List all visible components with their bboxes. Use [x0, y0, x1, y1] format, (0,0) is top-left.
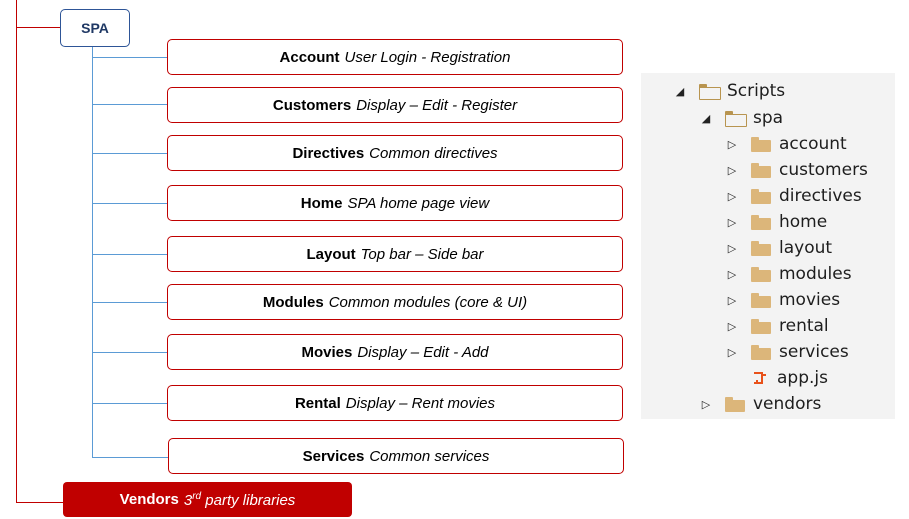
js-file-icon — [751, 369, 769, 387]
collapsed-arrow-icon[interactable]: ▷ — [727, 241, 737, 255]
tree-label: vendors — [753, 394, 822, 414]
folder-icon — [751, 215, 771, 230]
spa-connector — [16, 27, 60, 28]
tree-label: rental — [779, 316, 829, 336]
branch-connector-account — [92, 57, 167, 58]
module-node-layout — [167, 236, 623, 272]
branch-connector-layout — [92, 254, 167, 255]
module-name: Directives — [292, 144, 365, 162]
collapsed-arrow-icon[interactable]: ▷ — [727, 319, 737, 333]
spa-node — [60, 9, 130, 47]
folder-tree-panel — [641, 73, 895, 419]
folder-icon — [751, 137, 771, 152]
module-name: Services — [302, 447, 365, 465]
vendors-name: Vendors — [119, 491, 179, 508]
collapsed-arrow-icon[interactable]: ▷ — [727, 189, 737, 203]
module-name: Rental — [294, 394, 341, 412]
tree-item-layout[interactable] — [725, 235, 832, 261]
module-node-directives — [167, 135, 623, 171]
module-name: Account — [279, 48, 340, 66]
tree-item-directives[interactable] — [725, 183, 862, 209]
tree-item-scripts[interactable] — [673, 78, 785, 104]
branch-connector-movies — [92, 352, 167, 353]
module-node-movies — [167, 334, 623, 370]
module-desc: Display – Rent movies — [345, 394, 496, 412]
vendors-ordinal-suffix: rd — [192, 490, 202, 502]
tree-label: app.js — [777, 368, 828, 388]
module-node-rental — [167, 385, 623, 421]
module-name: Movies — [301, 343, 353, 361]
module-node-modules — [167, 284, 623, 320]
module-desc: Common directives — [369, 144, 498, 162]
expanded-arrow-icon[interactable]: ◢ — [701, 111, 711, 125]
tree-label: movies — [779, 290, 841, 310]
root-connector-vertical — [16, 0, 17, 503]
tree-label: services — [779, 342, 849, 362]
collapsed-arrow-icon[interactable]: ▷ — [727, 137, 737, 151]
tree-label: Scripts — [727, 81, 786, 101]
tree-label: account — [779, 134, 847, 154]
tree-item-customers[interactable] — [725, 157, 868, 183]
module-node-account — [167, 39, 623, 75]
expanded-arrow-icon[interactable]: ◢ — [675, 84, 685, 98]
collapsed-arrow-icon[interactable]: ▷ — [727, 293, 737, 307]
collapsed-arrow-icon[interactable]: ▷ — [727, 267, 737, 281]
module-desc: User Login - Registration — [344, 48, 511, 66]
branch-connector-customers — [92, 104, 167, 105]
module-desc: Common modules (core & UI) — [328, 293, 528, 311]
module-desc: Display – Edit - Add — [357, 343, 489, 361]
module-desc: Common services — [369, 447, 490, 465]
tree-label: layout — [779, 238, 833, 258]
folder-icon — [751, 319, 771, 334]
module-name: Customers — [272, 96, 352, 114]
spa-branch-vertical — [92, 47, 93, 458]
tree-item-home[interactable] — [725, 209, 827, 235]
vendors-desc-text: party libraries — [205, 491, 296, 509]
folder-icon — [751, 345, 771, 360]
open-folder-icon — [699, 84, 719, 99]
folder-icon — [751, 189, 771, 204]
module-desc: SPA home page view — [347, 194, 490, 212]
tree-item-vendors[interactable] — [699, 391, 821, 417]
folder-icon — [751, 163, 771, 178]
module-node-customers — [167, 87, 623, 123]
tree-label: spa — [753, 108, 784, 128]
module-desc: Display – Edit - Register — [356, 96, 518, 114]
vendors-node — [63, 482, 352, 517]
tree-item-account[interactable] — [725, 131, 847, 157]
tree-label: directives — [779, 186, 862, 206]
module-name: Modules — [262, 293, 324, 311]
module-name: Layout — [306, 245, 356, 263]
vendors-desc — [184, 491, 295, 509]
branch-connector-rental — [92, 403, 167, 404]
open-folder-icon — [725, 111, 745, 126]
tree-item-modules[interactable] — [725, 261, 852, 287]
branch-connector-modules — [92, 302, 167, 303]
vendors-ordinal-number: 3 — [183, 491, 193, 509]
tree-item-app-js[interactable] — [751, 365, 828, 391]
branch-connector-home — [92, 203, 167, 204]
module-node-home — [167, 185, 623, 221]
folder-icon — [751, 241, 771, 256]
tree-item-services[interactable] — [725, 339, 849, 365]
collapsed-arrow-icon[interactable]: ▷ — [701, 397, 711, 411]
collapsed-arrow-icon[interactable]: ▷ — [727, 215, 737, 229]
branch-connector-services — [92, 457, 169, 458]
folder-icon — [751, 293, 771, 308]
collapsed-arrow-icon[interactable]: ▷ — [727, 345, 737, 359]
vendors-connector — [16, 502, 63, 503]
spa-label: SPA — [81, 20, 109, 36]
tree-item-rental[interactable] — [725, 313, 829, 339]
module-name: Home — [300, 194, 343, 212]
folder-icon — [725, 397, 745, 412]
module-node-services — [168, 438, 624, 474]
tree-item-spa[interactable] — [699, 105, 783, 131]
tree-label: customers — [779, 160, 868, 180]
tree-item-movies[interactable] — [725, 287, 840, 313]
collapsed-arrow-icon[interactable]: ▷ — [727, 163, 737, 177]
tree-label: modules — [779, 264, 852, 284]
tree-label: home — [779, 212, 828, 232]
module-desc: Top bar – Side bar — [360, 245, 484, 263]
folder-icon — [751, 267, 771, 282]
branch-connector-directives — [92, 153, 167, 154]
